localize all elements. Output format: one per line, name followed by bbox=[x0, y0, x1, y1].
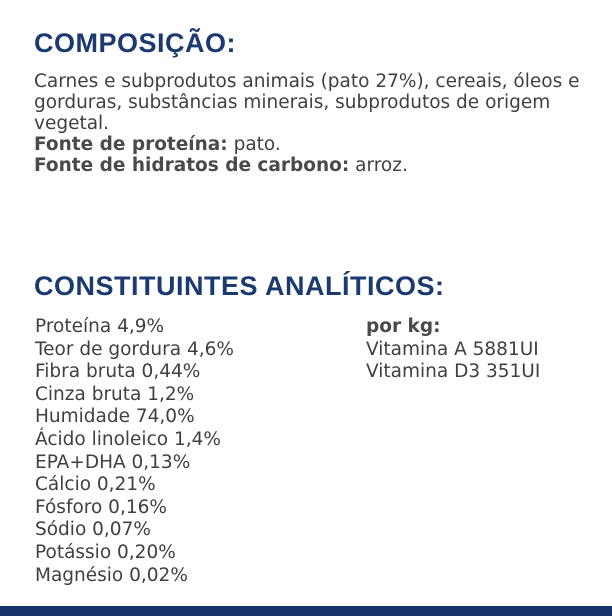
vitamin-item: Vitamina D3 351UI bbox=[366, 361, 541, 383]
constituent-item: Sódio 0,07% bbox=[35, 519, 151, 541]
carbohydrate-source-label: Fonte de hidratos de carbono: bbox=[34, 155, 350, 176]
constituent-item: Ácido linoleico 1,4% bbox=[35, 428, 221, 450]
constituent-item: EPA+DHA 0,13% bbox=[35, 451, 191, 473]
carbohydrate-source bbox=[34, 155, 606, 176]
constituent-item: Fibra bruta 0,44% bbox=[35, 361, 201, 383]
constituent-item: Humidade 74,0% bbox=[35, 406, 195, 428]
protein-source bbox=[34, 134, 606, 155]
constituent-item: Proteína 4,9% bbox=[35, 316, 165, 337]
constituent-item: Fósforo 0,16% bbox=[35, 496, 167, 518]
footer-bar bbox=[0, 606, 612, 616]
constituent-item: Teor de gordura 4,6% bbox=[35, 338, 234, 360]
vitamins-per-kg bbox=[366, 316, 540, 384]
constituent-item: Cálcio 0,21% bbox=[35, 474, 156, 496]
constituent-item: Cinza bruta 1,2% bbox=[35, 383, 195, 405]
composition-ingredients: Carnes e subprodutos animais (pato 27%), cereais, óleos e gorduras, substâncias minerais, subprodutos de origem vegetal. bbox=[34, 71, 580, 134]
composition-title: COMPOSIÇÃO: bbox=[34, 28, 237, 58]
vitamin-item: Vitamina A 5881UI bbox=[366, 338, 539, 360]
per-kg-label: por kg: bbox=[366, 316, 441, 337]
composition-text bbox=[34, 71, 606, 176]
carbohydrate-source-value: arroz. bbox=[349, 155, 408, 176]
vitamins-list bbox=[366, 339, 540, 384]
constituent-item: Magnésio 0,02% bbox=[35, 564, 188, 586]
constituent-item: Potássio 0,20% bbox=[35, 541, 176, 563]
analytical-constituents-title: CONSTITUINTES ANALÍTICOS: bbox=[34, 271, 445, 301]
protein-source-label: Fonte de proteína: bbox=[34, 134, 228, 155]
constituents-list bbox=[35, 316, 234, 587]
protein-source-value: pato. bbox=[227, 134, 281, 155]
